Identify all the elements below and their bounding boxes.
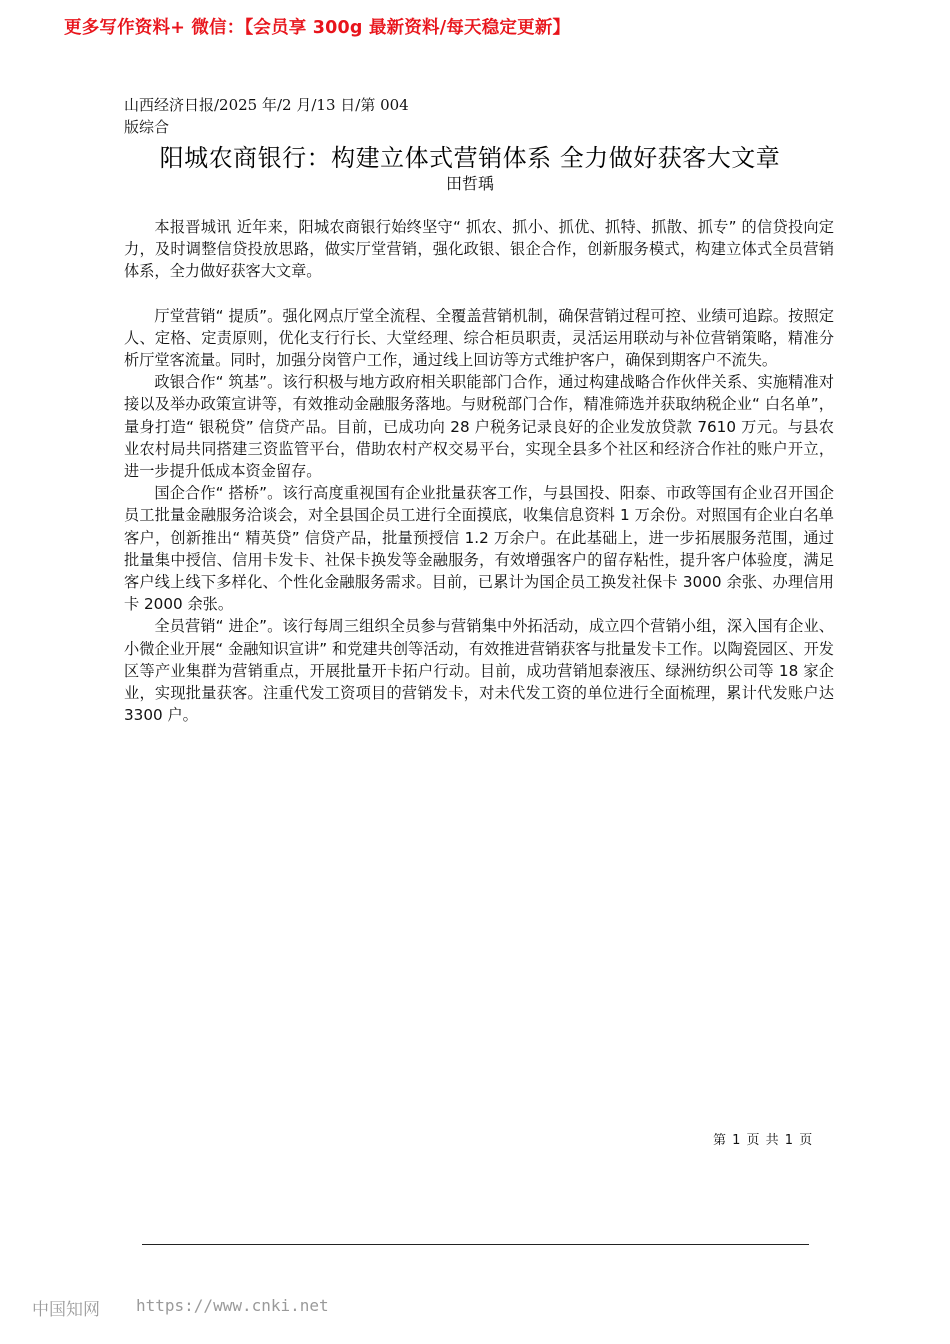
paragraph-lobby-marketing: 厅堂营销“ 提质”。强化网点厅堂全流程、全覆盖营销机制，确保营销过程可控、业绩可追踪。按照定人、定格、定责原则，优化支行行长、大堂经理、综合柜员职责，灵活运用联动与补位营销策略，精准分析厅堂客流量。同时，加强分岗管户工作，通过线上回访等方式维护客户，确保到期客户不流失。 <box>124 306 834 370</box>
page-indicator: 第 1 页 共 1 页 <box>713 1133 814 1148</box>
paragraph-state-enterprise: 国企合作“ 搭桥”。该行高度重视国有企业批量获客工作，与县国投、阳泰、市政等国有企业召开国企员工批量金融服务洽谈会，对全县国企员工进行全面摸底，收集信息资料 1 万余份。对照国有企业白名单客户，创新推出“ 精英贷” 信贷产品，批量预授信 1.2 万余户。在此基础上，进一步拓展服务范围，通过批量集中授信、信用卡发卡、社保卡换发等金融服务，有效增强客户的留存粘性，提升客户体验度，满足客户线上线下多样化、个性化金融服务需求。目前，已累计为国企员工换发社保卡 3000 余张、办理信用卡 2000 余张。 <box>124 484 834 614</box>
cnki-watermark-url[interactable]: https://www.cnki.net <box>136 1296 329 1315</box>
paragraph-all-staff-marketing: 全员营销“ 进企”。该行每周三组织全员参与营销集中外拓活动，成立四个营销小组，深入国有企业、小微企业开展“ 金融知识宣讲” 和党建共创等活动，有效推进营销获客与批量发卡工作。以陶瓷园区、开发区等产业集群为营销重点，开展批量开卡拓户行动。目前，成功营销旭泰液压、绿洲纺织公司等 18 家企业，实现批量获客。注重代发工资项目的营销发卡，对未代发工资的单位进行全面梳理，累计代发账户达 3300 户。 <box>124 617 834 725</box>
footer-divider <box>142 1244 809 1245</box>
paragraph-intro: 本报晋城讯 近年来，阳城农商银行始终坚守“ 抓农、抓小、抓优、抓特、抓散、抓专” 的信贷投向定力，及时调整信贷投放思路，做实厅堂营销，强化政银、银企合作，创新服务模式，构建立体式全员营销体系，全力做好获客大文章。 <box>124 218 834 281</box>
cnki-watermark-name: 中国知网 <box>32 1300 100 1320</box>
article-author: 田哲瑀 <box>445 174 494 193</box>
source-line: 山西经济日报/2025 年/2 月/13 日/第 004 版综合 <box>124 96 409 136</box>
paragraph-government-bank: 政银合作“ 筑基”。该行积极与地方政府相关职能部门合作，通过构建战略合作伙伴关系、实施精准对接以及举办政策宣讲等，有效推动金融服务落地。与财税部门合作，精准筛选并获取纳税企业“ 白名单”，量身打造“ 银税贷” 信贷产品。目前，已成功向 28 户税务记录良好的企业发放贷款 7610 万元。与县农业农村局共同搭建三资监管平台，借助农村产权交易平台，实现全县多个社区和经济合作社的账户开立，进一步提升低成本资金留存。 <box>124 373 834 481</box>
promo-banner: 更多写作资料+ 微信：【会员享 300g 最新资料/每天稳定更新】 <box>64 18 571 38</box>
article-title: 阳城农商银行：构建立体式营销体系 全力做好获客大文章 <box>159 144 781 172</box>
article-body <box>124 216 834 726</box>
